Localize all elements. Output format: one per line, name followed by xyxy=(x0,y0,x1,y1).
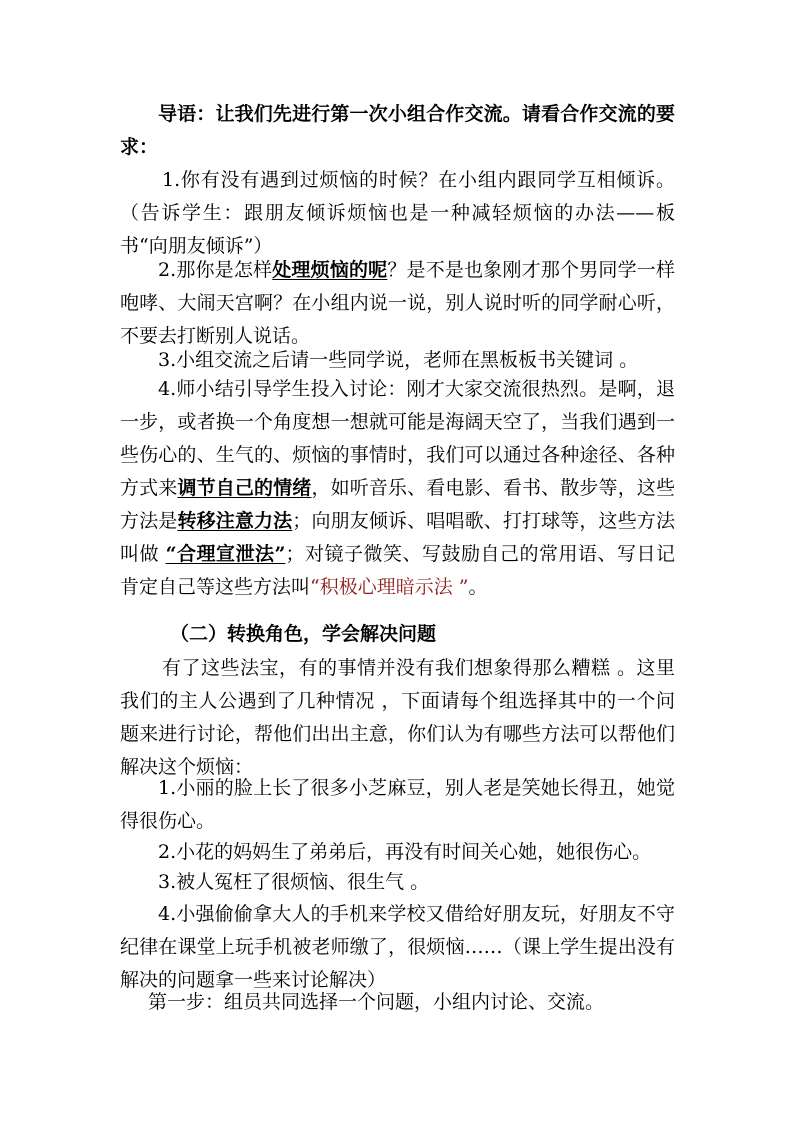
step-1-text: 第一步：组员共同选择一个问题，小组内讨论、交流。 xyxy=(148,991,605,1013)
item-2-emphasis: 处理烦恼的呢 xyxy=(272,259,388,281)
item-4-text-c: ，如听音乐、看电影、看书、散步等，这些方法是 xyxy=(120,477,675,532)
section-2-title xyxy=(120,618,675,651)
case-3-text: 3.被人冤枉了很烦恼、很生气 。 xyxy=(158,871,430,893)
item-4 xyxy=(120,373,675,604)
section-2-lead xyxy=(120,652,675,784)
intro-lead-text: 导语：让我们先进行第一次小组合作交流。请看合作交流的要求： xyxy=(120,103,675,158)
item-4-emphasis-divert: 转移注意力法 xyxy=(177,510,293,532)
item-4-text-a: 4.师小结引导学生投入讨论：刚才大家交流很热烈。是啊，退一步，或者换一个角度想一想就可能是海阔天空了，当我们遇到一些伤心的、生气的、烦恼的事情时，我们可以通过各种途径、各种方式来 xyxy=(120,378,675,499)
item-2 xyxy=(120,254,675,353)
item-4-emphasis-vent: “合理宣泄法” xyxy=(165,543,286,565)
case-1 xyxy=(120,772,675,838)
item-3-text: 3.小组交流之后请一些同学说，老师在黑板板书关键词 。 xyxy=(158,349,639,371)
section-2-title-text: （二）转换角色，学会解决问题 xyxy=(170,623,437,645)
item-2-text-a: 2.那你是怎样 xyxy=(158,259,273,281)
item-4-text-e: ；向朋友倾诉、唱唱歌、打打球等，这些方法叫做 xyxy=(120,510,675,565)
case-2 xyxy=(120,836,675,869)
case-2-text: 2.小花的妈妈生了弟弟后，再没有时间关心她，她很伤心。 xyxy=(158,841,652,863)
item-2-text-c: ？是不是也象刚才那个男同学一样咆哮、大闹天宫啊？在小组内说一说，别人说时听的同学耐心听，不要去打断别人说话。 xyxy=(120,259,675,347)
case-4-text: 4.小强偷偷拿大人的手机来学校又借给好朋友玩，好朋友不守纪律在课堂上玩手机被老师缴了，很烦恼……（课上学生提出没有解决的问题拿一些来讨论解决） xyxy=(120,903,675,991)
item-1-text: 1.你有没有遇到过烦恼的时候？在小组内跟同学互相倾诉。（告诉学生：跟朋友倾诉烦恼也是一种减轻烦恼的办法——板书“向朋友倾诉”） xyxy=(120,169,675,257)
intro-lead xyxy=(120,98,675,164)
item-1 xyxy=(120,164,675,263)
item-4-text-i: 。 xyxy=(468,576,488,598)
case-3 xyxy=(120,866,675,899)
item-4-text-g: ；对镜子微笑、写鼓励自己的常用语、写日记肯定自己等这些方法叫 xyxy=(120,543,675,598)
case-1-text: 1.小丽的脸上长了很多小芝麻豆，别人老是笑她长得丑，她觉得很伤心。 xyxy=(120,777,675,832)
step-1 xyxy=(120,986,675,1019)
item-4-emphasis-regulate: 调节自己的情绪 xyxy=(177,477,312,499)
item-4-emphasis-suggest: “积极心理暗示法 ” xyxy=(310,576,469,598)
section-2-lead-text: 有了这些法宝，有的事情并没有我们想象得那么糟糕 。这里我们的主人公遇到了几种情况 ，下面请每个组选择其中的一个问题来进行讨论，帮他们出出主意，你们认为有哪些方法可以帮他们解决这个烦恼： xyxy=(120,657,675,778)
case-4 xyxy=(120,898,675,997)
